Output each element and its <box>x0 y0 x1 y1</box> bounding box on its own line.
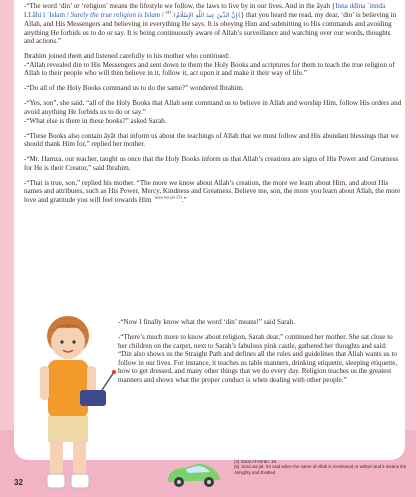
paragraph-holy-books-question: -“Do all of the Holy Books command us to do the same?” wondered Ibrahim. <box>24 84 244 93</box>
arabic-verse: ﴿إِنَّ الدِّينَ عِندَ اللَّهِ الإِسْلَامُ﴾ <box>172 11 241 19</box>
paragraph-mr-hamza: -“Mr. Hamza, our teacher, taught us once that the Holy Books inform us that Allah’s creations are signs of His Power and Greatness for He is their Creator,” said Ibrahim. <box>24 155 399 172</box>
translation-text: Surely the true religion is Islam <box>70 10 161 19</box>
paragraph-yes-son: -“Yes, son”, she said, “all of the Holy Books that Allah sent command us to believe in Allah and worship Him, follow His orders and avoid anything He forbids us to do or say.” -“What else is there in these books?” asked Sarah. <box>24 99 402 125</box>
paragraph-din-meaning: -“The word ‘din’ or ‘religion’ means the lifestyle we follow, the laws to live by in our lives. And in the āyah {Inna ddina `innda LLāhi l `Islam / Surely the true religion is Islam / $^{(4)}$ ﴿إِنَّ الدِّينَ عِندَ اللَّهِ الإِسْلَامُ﴾} that you heard me read, my dear, ‘din’ is believing in Allah, and His Messengers and believing in everything He says. It is obeying Him and submitting to His commands and avoiding anything He forbids us to do or say. It is being continuously aware of Allah’s surveillance and watching over our words, thoughts and actions.” <box>24 2 397 46</box>
footnotes <box>234 459 410 475</box>
footnote-ref-5: (5) <box>176 194 182 200</box>
main-text-column <box>24 2 402 211</box>
paragraph-books-contain: -“These Books also contain āyāt that inform us about the teachings of Allah that we must follow and His abundant blessings that we should thank Him for,” replied her mother. <box>24 131 399 149</box>
paragraph-sarah-knows: -“Now I finally know what the word ‘din’ means!” said Sarah. <box>118 318 295 326</box>
paragraph-ibrahim-joined: Ibrahim joined them and listened carefully to his mother who continued: -“Allah revealed din to His Messengers and sent down to them the Holy Books and scriptures for them to teach the true religion of Allah to their people who will then believe in it, follow it, act upon it and make it their way of life.” <box>24 52 395 78</box>
paragraph-much-more: -“There’s much more to know about religion, Sarah dear,” continued her mother. She sat close to her children on the carpet, next to Sarah’s fabulous pink castle, gathered her thoughts and said: “Din also shows us the Straight Path and defines all the rules and guidelines that Allah wants us to follow in our lives. For instance, it teaches us table manners, drinking etiquette, sleeping etiquette, how to get dressed, and many other things that we do every day. Religion teaches us the greatest manners and shows what the proper conduct is when dealing with other people.” <box>118 333 398 384</box>
paragraph-that-is-true: -“That is true, son,” replied his mother. “The more we know about Allah’s creation, the more we learn about Him, and about His names and attributes, such as His Power, Mercy, Kindness and Greatness. Believe me, son, the more you learn about Allah, the more love and gratitude you will feel towards Him $^{’azza wa jal}$ $^{(5)}$.” <box>24 178 401 204</box>
footnote-4: (4) Sūrat Al-Imrān: 19. <box>234 459 278 464</box>
page-number: 32 <box>14 478 23 487</box>
toy-car-illustration <box>164 458 224 488</box>
lower-text-column <box>118 318 400 391</box>
footnote-ref-4: (4) <box>165 9 171 15</box>
boy-with-remote-illustration <box>18 312 120 497</box>
footnote-5: (5) ’azza wa jal: it’s said when the name of Allah is mentioned or written and it means the Almighty and Exalted. <box>234 464 407 475</box>
azza-wa-jal-note: ’azza wa jal <box>153 194 175 200</box>
transliteration-text: Inna ddina `innda LLāhi l `Islam <box>24 2 386 19</box>
